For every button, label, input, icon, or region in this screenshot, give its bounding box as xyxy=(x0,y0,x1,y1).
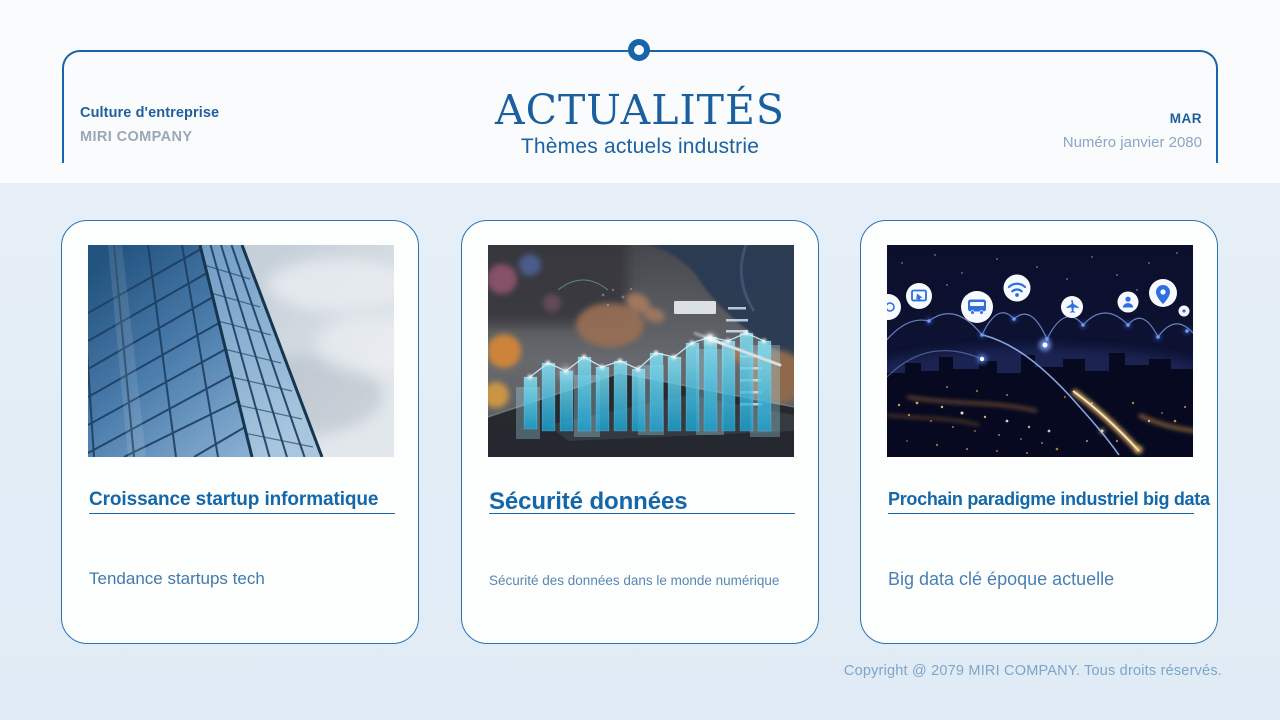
wifi-icon xyxy=(1004,275,1031,302)
card-subtitle: Sécurité des données dans le monde numérique xyxy=(489,573,780,588)
card-title: Sécurité données xyxy=(489,487,688,515)
header-company-name: MIRI COMPANY xyxy=(80,129,193,145)
small-node-icon xyxy=(1179,306,1190,317)
issue-month: MAR xyxy=(1169,111,1202,126)
header-right xyxy=(1063,111,1202,151)
issue-number: Numéro janvier 2080 xyxy=(1062,134,1202,151)
card-subtitle: Tendance startups tech xyxy=(89,569,265,588)
card-image-fintech xyxy=(488,245,794,457)
news-card-croissance-startup[interactable] xyxy=(61,220,419,644)
card-title: Prochain paradigme industriel big data xyxy=(888,488,1210,509)
data-analytics-photo xyxy=(488,245,794,457)
person-icon xyxy=(1118,292,1139,313)
airplane-icon xyxy=(1061,296,1083,318)
copyright-text: Copyright @ 2079 MIRI COMPANY. Tous droits réservés. xyxy=(843,663,1222,679)
card-subtitle: Big data clé époque actuelle xyxy=(888,569,1115,589)
card-divider xyxy=(489,513,795,514)
map-pin-icon xyxy=(1149,279,1177,307)
glass-building-photo xyxy=(88,245,394,457)
page-title: ACTUALITÉS xyxy=(494,86,785,134)
news-card-securite-donnees[interactable] xyxy=(461,220,819,644)
smart-city-photo xyxy=(887,245,1193,457)
header-band xyxy=(0,0,1280,183)
bus-icon xyxy=(961,291,993,323)
card-divider xyxy=(89,513,395,514)
news-card-big-data[interactable] xyxy=(860,220,1218,644)
binder-ring-icon xyxy=(628,39,650,61)
card-image-smart-city xyxy=(887,245,1193,457)
card-title: Croissance startup informatique xyxy=(89,488,379,510)
page-subtitle: Thèmes actuels industrie xyxy=(520,135,760,158)
card-image-building xyxy=(88,245,394,457)
display-icon xyxy=(906,283,932,309)
card-divider xyxy=(888,513,1194,514)
header-eyebrow: Culture d'entreprise xyxy=(80,105,220,121)
